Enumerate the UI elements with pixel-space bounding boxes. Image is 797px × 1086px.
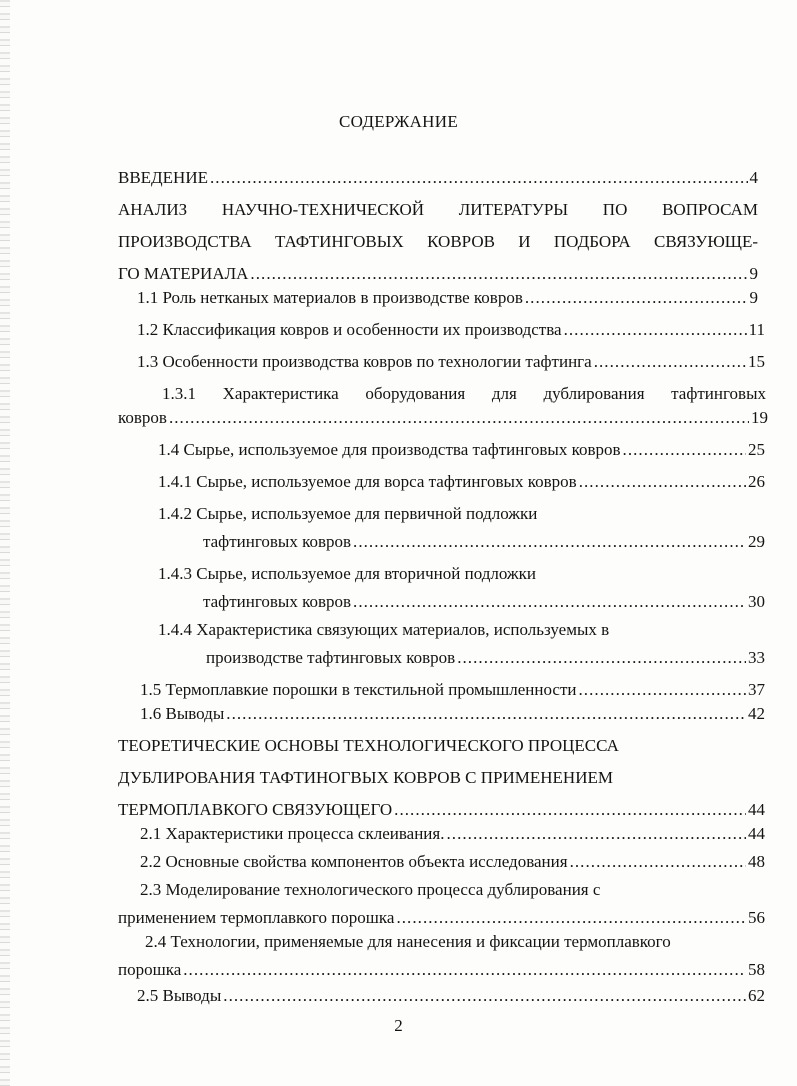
toc-entry-page: 30 bbox=[748, 592, 765, 611]
toc-entry-1-4-3[interactable] bbox=[203, 590, 765, 614]
dot-leader bbox=[579, 678, 747, 702]
dot-leader bbox=[169, 406, 749, 430]
toc-entry-title: 1.3 Особенности производства ковров по технологии тафтинга bbox=[137, 352, 592, 371]
toc-entry-title: 2.5 Выводы bbox=[137, 986, 222, 1005]
toc-entry-page: 44 bbox=[748, 800, 765, 819]
toc-entry-page: 9 bbox=[749, 264, 758, 283]
page-title: СОДЕРЖАНИЕ bbox=[338, 112, 459, 131]
toc-entry-1-4-2-line-1[interactable]: 1.4.2 Сырье, используемое для первичной подложки bbox=[158, 504, 538, 523]
toc-entry-2-4-line-1[interactable]: 2.4 Технологии, применяемые для нанесения и фиксации термоплавкого bbox=[145, 932, 671, 951]
toc-entry-title: порошка bbox=[118, 960, 182, 979]
dot-leader bbox=[226, 702, 746, 726]
toc-entry-2-1[interactable] bbox=[140, 822, 765, 846]
dot-leader bbox=[353, 590, 746, 614]
dot-leader bbox=[223, 984, 746, 1008]
toc-entry-title: ковров bbox=[118, 408, 167, 427]
toc-entry-title: ГО МАТЕРИАЛА bbox=[118, 264, 249, 283]
toc-chapter-1-line-1[interactable]: АНАЛИЗ НАУЧНО-ТЕХНИЧЕСКОЙ ЛИТЕРАТУРЫ ПО ВОПРОСАМ bbox=[118, 200, 758, 219]
toc-entry-1-1[interactable] bbox=[137, 286, 758, 310]
toc-entry-page: 37 bbox=[748, 680, 765, 699]
toc-entry-page: 48 bbox=[748, 852, 765, 871]
toc-entry-2-2[interactable] bbox=[140, 850, 765, 874]
toc-entry-page: 25 bbox=[748, 440, 765, 459]
toc-entry-title: ВВЕДЕНИЕ bbox=[118, 168, 208, 187]
page-number: 2 bbox=[394, 1016, 403, 1035]
toc-entry-title: 1.4 Сырье, используемое для производства тафтинговых ковров bbox=[158, 440, 621, 459]
toc-chapter-1-line-2[interactable]: ПРОИЗВОДСТВА ТАФТИНГОВЫХ КОВРОВ И ПОДБОРА СВЯЗУЮЩЕ- bbox=[118, 232, 758, 251]
toc-entry-page: 19 bbox=[751, 408, 768, 427]
toc-entry-1-4-4[interactable] bbox=[206, 646, 765, 670]
toc-entry-title: 1.6 Выводы bbox=[140, 704, 225, 723]
toc-entry-1-3-1-line-1[interactable]: 1.3.1 Характеристика оборудования для дублирования тафтинговых bbox=[162, 384, 766, 403]
dot-leader bbox=[594, 350, 746, 374]
toc-entry-page: 44 bbox=[748, 824, 765, 843]
dot-leader bbox=[250, 262, 747, 286]
toc-entry-2-4[interactable] bbox=[118, 958, 765, 982]
toc-entry-2-3[interactable] bbox=[118, 906, 765, 930]
toc-entry-1-6[interactable] bbox=[140, 702, 765, 726]
toc-entry-chapter-1[interactable] bbox=[118, 262, 758, 286]
toc-entry-1-4-4-line-1[interactable]: 1.4.4 Характеристика связующих материалов, используемых в bbox=[158, 620, 610, 639]
toc-entry-2-5[interactable] bbox=[137, 984, 765, 1008]
toc-entry-page: 9 bbox=[749, 288, 758, 307]
toc-entry-page: 4 bbox=[749, 168, 758, 187]
toc-chapter-2-line-1[interactable]: ТЕОРЕТИЧЕСКИЕ ОСНОВЫ ТЕХНОЛОГИЧЕСКОГО ПРОЦЕССА bbox=[118, 736, 619, 755]
dot-leader bbox=[394, 798, 746, 822]
toc-entry-page: 33 bbox=[748, 648, 765, 667]
toc-entry-title: 1.2 Классификация ковров и особенности их производства bbox=[137, 320, 562, 339]
toc-entry-1-4-2[interactable] bbox=[203, 530, 765, 554]
toc-entry-page: 42 bbox=[748, 704, 765, 723]
toc-entry-title: ТЕРМОПЛАВКОГО СВЯЗУЮЩЕГО bbox=[118, 800, 393, 819]
toc-entry-title: применением термоплавкого порошка bbox=[118, 908, 395, 927]
toc-entry-1-4-1[interactable] bbox=[158, 470, 765, 494]
dot-leader bbox=[579, 470, 746, 494]
toc-entry-2-3-line-1[interactable]: 2.3 Моделирование технологического процесса дублирования с bbox=[140, 880, 601, 899]
dot-leader bbox=[525, 286, 748, 310]
toc-entry-page: 11 bbox=[748, 320, 765, 339]
dot-leader bbox=[183, 958, 746, 982]
toc-entry-1-3-1[interactable] bbox=[118, 406, 768, 430]
toc-entry-title: 2.2 Основные свойства компонентов объекта исследования bbox=[140, 852, 568, 871]
dot-leader bbox=[396, 906, 746, 930]
toc-entry-title: 1.4.1 Сырье, используемое для ворса тафтинговых ковров bbox=[158, 472, 577, 491]
toc-entry-title: 1.1 Роль нетканых материалов в производстве ковров bbox=[137, 288, 523, 307]
toc-entry-1-4-3-line-1[interactable]: 1.4.3 Сырье, используемое для вторичной подложки bbox=[158, 564, 537, 583]
dot-leader bbox=[564, 318, 747, 342]
toc-entry-page: 58 bbox=[748, 960, 765, 979]
dot-leader bbox=[210, 166, 748, 190]
toc-entry-page: 26 bbox=[748, 472, 765, 491]
toc-entry-chapter-2[interactable] bbox=[118, 798, 765, 822]
dot-leader bbox=[623, 438, 746, 462]
toc-entry-intro[interactable] bbox=[118, 166, 758, 190]
toc-entry-title: тафтинговых ковров bbox=[203, 592, 352, 611]
dot-leader bbox=[457, 646, 746, 670]
dot-leader bbox=[570, 850, 746, 874]
toc-entry-1-5[interactable] bbox=[140, 678, 765, 702]
toc-entry-title: тафтинговых ковров bbox=[203, 532, 352, 551]
toc-entry-title: 2.1 Характеристики процесса склеивания. bbox=[140, 824, 445, 843]
toc-entry-page: 15 bbox=[748, 352, 765, 371]
toc-entry-page: 62 bbox=[748, 986, 765, 1005]
toc-chapter-2-line-2[interactable]: ДУБЛИРОВАНИЯ ТАФТИНОГВЫХ КОВРОВ С ПРИМЕНЕНИЕМ bbox=[118, 768, 613, 787]
toc-entry-title: производстве тафтинговых ковров bbox=[206, 648, 456, 667]
toc-entry-1-2[interactable] bbox=[137, 318, 765, 342]
toc-entry-1-3[interactable] bbox=[137, 350, 765, 374]
toc-entry-page: 56 bbox=[748, 908, 765, 927]
toc-entry-1-4[interactable] bbox=[158, 438, 765, 462]
dot-leader bbox=[353, 530, 746, 554]
toc-entry-title: 1.5 Термоплавкие порошки в текстильной промышленности bbox=[140, 680, 577, 699]
toc-entry-page: 29 bbox=[748, 532, 765, 551]
dot-leader bbox=[446, 822, 746, 846]
